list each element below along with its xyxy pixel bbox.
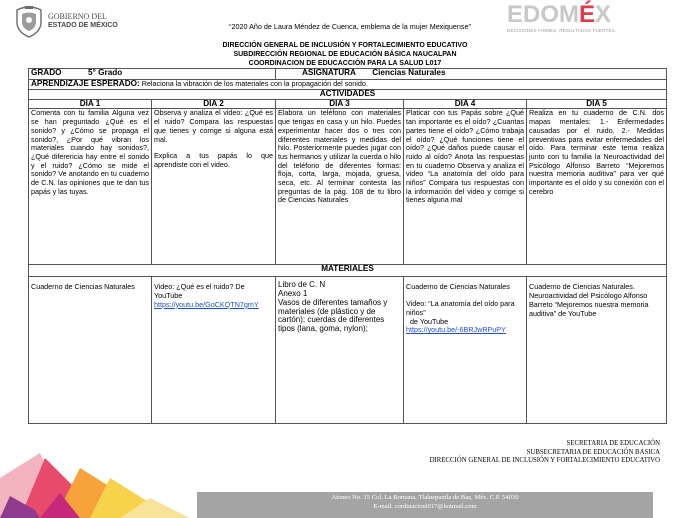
material-day-3 (276, 277, 404, 424)
day-header: DIA 3 (276, 99, 404, 109)
actividades-title-row (29, 90, 667, 100)
material-day-2 (152, 277, 276, 424)
gov-logo-line2: ESTADO DE MÉXICO (48, 22, 118, 29)
day-header: DIA 4 (404, 99, 527, 109)
edomex-tagline: DECISIONES FIRMES, RESULTADOS FUERTES. (507, 28, 617, 33)
activity-day-4: Platicar con tus Papás sobre ¿Qué tan importante es el oído? ¿Cuantas partes tiene el oído? ¿Cómo trabaja el oído? ¿Qué funciones tiene el oído? ¿Qué daños puede causar el ruido al oído? Anota las respuestas en tu cuaderno Observa y analiza el video “La anatomía del oído para niños” Compara tus respuestas con la información del video y corrige si tienes alguna mal (404, 109, 527, 265)
material-day-4 (404, 277, 527, 424)
youtube-link-ruido[interactable]: https://youtu.be/GoCKQTN7gmY (154, 299, 259, 309)
asignatura-value: Ciencias Naturales (372, 68, 446, 77)
aprendizaje-label: APRENDIZAJE ESPERADO: (31, 79, 140, 88)
activity-day-2 (152, 109, 276, 265)
footer-address-block (197, 494, 653, 511)
aprendizaje-row (29, 80, 667, 90)
day-header: DIA 2 (152, 99, 276, 109)
grado-label: GRADO (31, 68, 62, 77)
activity-day-1: Comenta con tu familia Alguna vez se han preguntado ¿Qué es el sonido? y ¿Cómo se propaga el sonido?, ¿Por qué vibran los materiales cuando hay sonidos?, ¿Qué diferencia hay entre el sonido y el ruido? ¿Cómo se mide el sonido? Ve anotando en tu cuaderno de C.N. las opiniones que te dan tus papás y las tuyas. (29, 109, 152, 265)
activity-day-3: Elabora un teléfono con materiales que tengas en casa y un hilo. Puedes experimentar hacer dos o tres con diferentes materiales y medidas del hilo. Posteriormente puedes jugar con tus hermanos y utilizar la cuerda o hilo del teléfono de diferentes formas: floja, corta, larga, mojada, gruesa, seca, etc. Al terminar contesta las preguntas de la pág. 108 de tu libro de Ciencias Naturales (276, 109, 404, 265)
material-day-2-text: Video: ¿Qué es el ruido? De YouTube (154, 282, 245, 301)
day-header: DIA 5 (527, 99, 667, 109)
footer-line: DIRECCIÓN GENERAL DE INCLUSIÓN Y FORTALECIMIENTO EDUCATIVO (429, 457, 660, 464)
footer-institution (430, 440, 660, 466)
material-day-3-line1: Libro de C. N (278, 280, 326, 290)
materiales-title-row (29, 265, 667, 277)
material-day-3-line2: Anexo 1 (278, 289, 308, 299)
material-day-5: Cuaderno de Ciencias Naturales. Neuroactividad del Psicólogo Alfonso Barreto “Mejoremos nuestra memoria auditiva” de YouTube (527, 277, 667, 424)
grado-value: 5° Grado (88, 68, 123, 77)
footer-address: Ateneo No. 15 Col. La Romana, Tlalnepantla de Baz, Méx. C.P. 54030 (331, 494, 519, 501)
dept-line: DIRECCIÓN GENERAL DE INCLUSIÓN Y FORTALECIMIENTO EDUCATIVO (222, 42, 468, 49)
asignatura-label: ASIGNATURA (302, 68, 356, 77)
dept-line: COORDINACION DE EDUCACCIÓN PARA LA SALUD L017 (248, 60, 442, 67)
edomex-wordmark: EDOMÉX (507, 1, 612, 28)
material-day-4-line1: Cuaderno de Ciencias Naturales (406, 282, 510, 292)
footer-line: SUBSECRETARIA DE EDUCACIÓN BASICA (526, 448, 660, 456)
material-day-4-line3: de YouTube (410, 316, 449, 326)
dept-line: SUBDIRECCIÓN REGIONAL DE EDUCACIÓN BÁSICA NAUCALPAN (233, 51, 457, 58)
department-heading (150, 41, 540, 68)
grado-row (29, 69, 667, 80)
youtube-link-anatomia[interactable]: https://youtu.be/-6BRJwRPuPY (406, 325, 506, 335)
materiales-title: MATERIALES (29, 265, 667, 277)
materials-row (29, 277, 667, 424)
gov-logo-line1: GOBIERNO DEL (48, 12, 107, 21)
activity-day-2-text: Observa y analiza el video: ¿Qué es el ruido? Compara las respuestas que tienes y corrige si alguna está mal. (154, 108, 274, 144)
day-header: DIA 1 (29, 99, 152, 109)
footer-email: E-mail. cordinacionl017@hotmail.com (373, 502, 477, 510)
material-day-3-line3: Vasos de diferentes tamaños y materiales (de plástico y de cartón); cuerdas de diferentes tipos (lana, goma, nylon); (278, 297, 388, 333)
activities-row (29, 109, 667, 265)
aprendizaje-value: Relaciona la vibración de los materiales con la propagación del sonido. (141, 79, 368, 88)
footer-line: SECRETARIA DE EDUCACIÓN (566, 440, 660, 447)
activity-day-2-extra: Explica a tus papás lo que aprendiste con el video. (154, 151, 274, 169)
year-motto: “2020 Año de Laura Méndez de Cuenca, emblema de la mujer Mexiquense” (229, 22, 471, 31)
actividades-title: ACTIVIDADES (29, 90, 667, 100)
material-day-4-line2: Video: “La anatomía del oído para niños” (406, 299, 515, 317)
material-day-1: Cuaderno de Ciencias Naturales (29, 277, 152, 424)
decorative-footer-graphic (0, 418, 200, 518)
lesson-plan-table (28, 68, 667, 424)
gobierno-logo (14, 4, 134, 40)
activity-day-5: Realiza en tu cuaderno de C.N. dos mapas mentales: 1.- Enfermedades causadas por el ruido. 2.- Medidas preventivas para evitar enfermedades del oído. Para terminar este tema realiza junto con tu familia la Neuroactividad del Psicólogo Alfonso Barreto “Mejoremos nuestra memoria auditiva” para ver qué importante es el oído y su conexión con el cerebro (527, 109, 667, 265)
coat-of-arms-icon (14, 4, 44, 38)
